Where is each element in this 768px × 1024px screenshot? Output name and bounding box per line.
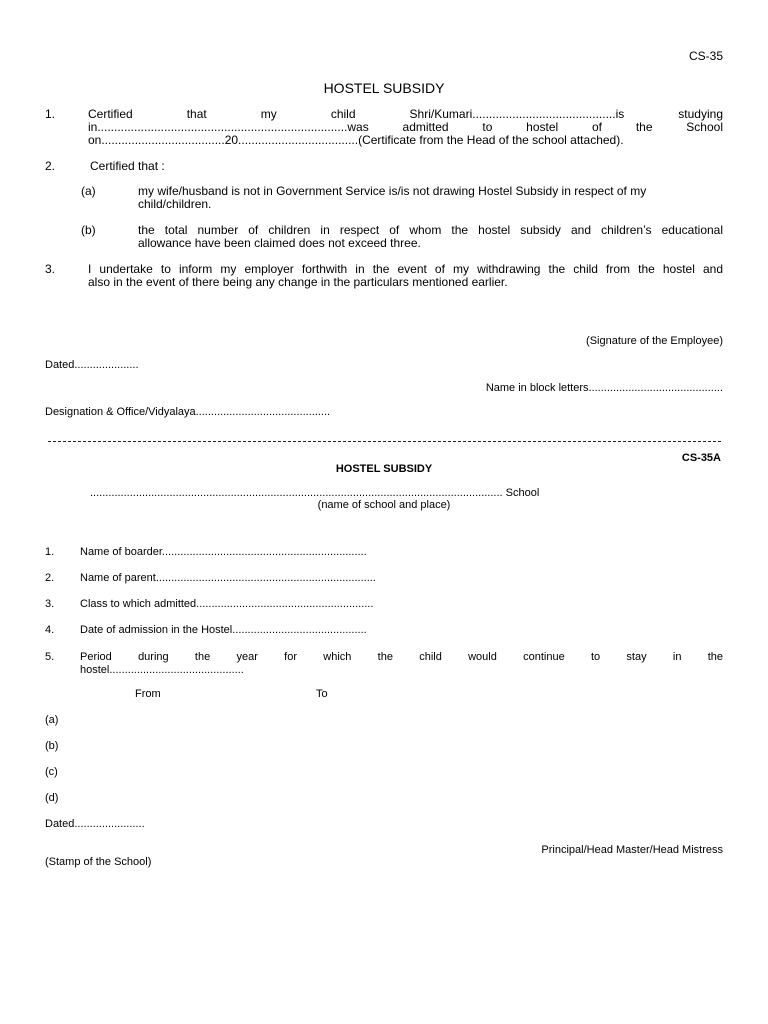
item-2-number: 2. [45,159,56,173]
item-2a-line-1: my wife/husband is not in Government Service is/is not drawing Hostel Subsidy in respect of my [138,184,647,198]
item-admission-date-number: 4. [45,624,55,636]
item-boarder-number: 1. [45,546,55,558]
item-2a-line-2: child/children. [138,197,212,211]
date-of-admission-field: Date of admission in the Hostel............................................ [80,624,367,636]
item-2b-label: (b) [81,223,96,237]
sub-item-a: (a) [45,714,59,726]
from-label: From [135,688,161,700]
period-line-1: Period during the year for which the child would continue to stay in the [80,651,723,663]
period-line-2: hostel............................................ [80,664,244,676]
item-2b-line-1: the total number of children in respect of whom the hostel subsidy and children’s educational [138,223,723,237]
item-parent-number: 2. [45,572,55,584]
item-3-line-2: also in the event of there being any change in the particulars mentioned earlier. [88,275,508,289]
employee-signature-label: (Signature of the Employee) [586,335,723,347]
item-3-text [88,263,723,289]
item-1-line-3: on.....................................20....................................(Certificate from the Head of the school attached). [88,133,624,147]
form-code-cs35: CS-35 [688,49,723,63]
sub-item-c: (c) [45,766,58,778]
form-separator-dashed-line [48,441,721,442]
designation-office-field: Designation & Office/Vidyalaya............................................ [45,406,331,418]
dated-field-2: Dated....................... [45,818,145,830]
item-2a-text [138,185,723,211]
item-3-number: 3. [45,262,56,276]
item-2-text: Certified that : [90,159,165,173]
school-name-caption: (name of school and place) [317,499,451,511]
sub-item-b: (b) [45,740,59,752]
item-2a-label: (a) [81,184,96,198]
period-of-stay-text [80,651,723,677]
name-of-parent-field: Name of parent........................................................................ [80,572,376,584]
school-stamp-label: (Stamp of the School) [45,856,152,868]
item-2b-text [138,224,723,250]
item-period-number: 5. [45,651,55,663]
item-2b-line-2: allowance have been claimed does not exceed three. [138,236,421,250]
name-block-letters-field: Name in block letters............................................ [485,382,723,394]
item-1-text [88,108,723,147]
principal-signature-label: Principal/Head Master/Head Mistress [541,844,723,856]
class-admitted-field: Class to which admitted.......................................................... [80,598,374,610]
dated-field: Dated..................... [45,359,139,371]
item-3-line-1: I undertake to inform my employer forthwith in the event of my withdrawing the child from the hostel and [88,262,723,276]
item-class-number: 3. [45,598,55,610]
to-label: To [316,688,328,700]
item-1-number: 1. [45,107,56,121]
sub-item-d: (d) [45,792,59,804]
form-title-hostel-subsidy-2: HOSTEL SUBSIDY [335,463,433,475]
form-code-cs35a: CS-35A [681,452,721,464]
name-of-boarder-field: Name of boarder................................................................... [80,546,367,558]
item-1-line-2: in...........................................................................was admitted to hostel of the School [88,120,723,134]
school-name-line: ....................................................................................................................................... School [90,487,540,499]
form-title-hostel-subsidy: HOSTEL SUBSIDY [323,80,445,96]
item-1-line-1: Certified that my child Shri/Kumari...........................................is studying [88,107,723,121]
